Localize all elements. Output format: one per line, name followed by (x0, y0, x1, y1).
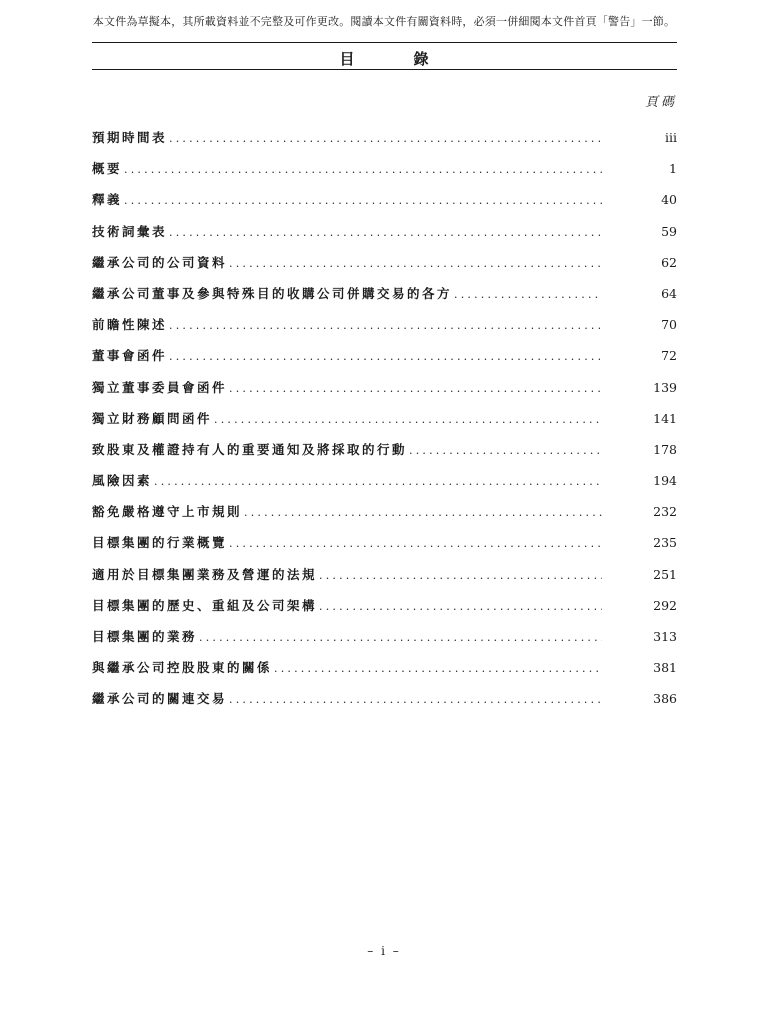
toc-entry[interactable] (92, 284, 677, 315)
toc-leader-dots (199, 631, 602, 644)
toc-entry-title: 釋義 (92, 192, 123, 208)
toc-leader-dots (244, 506, 602, 519)
toc-entry-title: 目標集團的歷史、重組及公司架構 (92, 597, 318, 613)
toc-entry-page: 381 (653, 660, 677, 676)
toc-leader-dots (214, 413, 602, 426)
toc-entry-page: 141 (653, 410, 677, 426)
toc-leader-dots (229, 382, 602, 395)
toc-entry[interactable] (92, 190, 677, 221)
toc-entry-page: 59 (661, 223, 677, 239)
draft-disclaimer: 本文件為草擬本，其所載資料並不完整及可作更改。閱讀本文件有關資料時，必須一併細閱本文件首頁「警告」一節。 (92, 15, 676, 28)
toc-entry[interactable] (92, 689, 677, 720)
toc-leader-dots (409, 444, 602, 457)
toc-entry-title: 與繼承公司控股股東的關係 (92, 660, 273, 676)
toc-entry-title: 董事會函件 (92, 348, 168, 364)
toc-entry-title: 目標集團的行業概覽 (92, 535, 228, 551)
toc-entry-title: 目標集團的業務 (92, 629, 198, 644)
toc-entry[interactable] (92, 378, 677, 409)
toc-entry-title: 技術詞彙表 (92, 223, 168, 239)
toc-entry-page: 70 (661, 317, 677, 333)
toc-entry-title: 預期時間表 (92, 130, 168, 145)
toc-leader-dots (319, 600, 602, 613)
toc-entry-page: 386 (653, 691, 677, 707)
toc-entry-title: 繼承公司董事及參與特殊目的收購公司併購交易的各方 (92, 285, 453, 301)
toc-entry[interactable] (92, 533, 677, 564)
toc-entry-page: 64 (661, 285, 677, 301)
toc-entry[interactable] (92, 159, 677, 190)
toc-entry-page: 232 (653, 504, 677, 520)
toc-leader-dots (169, 350, 602, 363)
toc-entry-page: 139 (653, 379, 677, 395)
toc-entry[interactable] (92, 222, 677, 253)
toc-leader-dots (154, 475, 602, 488)
toc-entry-page: 235 (653, 535, 677, 551)
toc-entry-title: 前瞻性陳述 (92, 317, 168, 333)
toc-entry-page: 40 (661, 192, 677, 208)
toc-leader-dots (169, 226, 602, 239)
toc-entry-page: iii (665, 130, 677, 145)
toc-entry[interactable] (92, 658, 677, 689)
toc-entry-title: 繼承公司的關連交易 (92, 691, 228, 707)
page-column-label: 頁碼 (644, 95, 677, 110)
toc-entry[interactable] (92, 315, 677, 346)
toc-leader-dots (229, 693, 602, 706)
toc-entry[interactable] (92, 502, 677, 533)
toc-leader-dots (454, 288, 602, 301)
toc-entry-page: 313 (653, 629, 677, 644)
toc-entry[interactable] (92, 409, 677, 440)
toc-entry-page: 72 (661, 348, 677, 364)
toc-entry[interactable] (92, 128, 677, 159)
toc-leader-dots (124, 163, 602, 176)
title-rule-top (92, 42, 677, 43)
toc-leader-dots (124, 194, 602, 207)
toc-entry[interactable] (92, 346, 677, 377)
toc-entry-page: 1 (669, 161, 677, 177)
toc-entry-title: 獨立董事委員會函件 (92, 379, 228, 395)
toc-entry[interactable] (92, 253, 677, 284)
title-rule-bottom (92, 69, 677, 70)
toc-leader-dots (274, 662, 602, 675)
toc-leader-dots (319, 569, 602, 582)
page-number: – i – (367, 944, 401, 958)
toc-entry-title: 適用於目標集團業務及營運的法規 (92, 566, 318, 582)
toc-leader-dots (169, 319, 602, 332)
toc-entry-page: 251 (653, 566, 677, 582)
toc-title: 目 錄 (339, 50, 451, 68)
toc-entry[interactable] (92, 440, 677, 471)
toc-entry-page: 194 (653, 473, 677, 489)
toc-entry-page: 292 (653, 597, 677, 613)
toc-entry-title: 獨立財務顧問函件 (92, 410, 213, 426)
toc-entry-title: 概要 (92, 161, 123, 177)
toc-entry[interactable] (92, 471, 677, 502)
toc-leader-dots (169, 132, 602, 145)
toc-entry[interactable] (92, 565, 677, 596)
toc-entry-page: 62 (661, 254, 677, 270)
toc-entry-page: 178 (653, 441, 677, 457)
toc-entry[interactable] (92, 596, 677, 627)
toc-entry-title: 繼承公司的公司資料 (92, 254, 228, 270)
table-of-contents (92, 128, 677, 721)
toc-entry[interactable] (92, 627, 677, 658)
toc-leader-dots (229, 537, 602, 550)
toc-entry-title: 豁免嚴格遵守上市規則 (92, 504, 243, 520)
toc-leader-dots (229, 257, 602, 270)
toc-entry-title: 風險因素 (92, 473, 153, 489)
toc-entry-title: 致股東及權證持有人的重要通知及將採取的行動 (92, 441, 408, 457)
